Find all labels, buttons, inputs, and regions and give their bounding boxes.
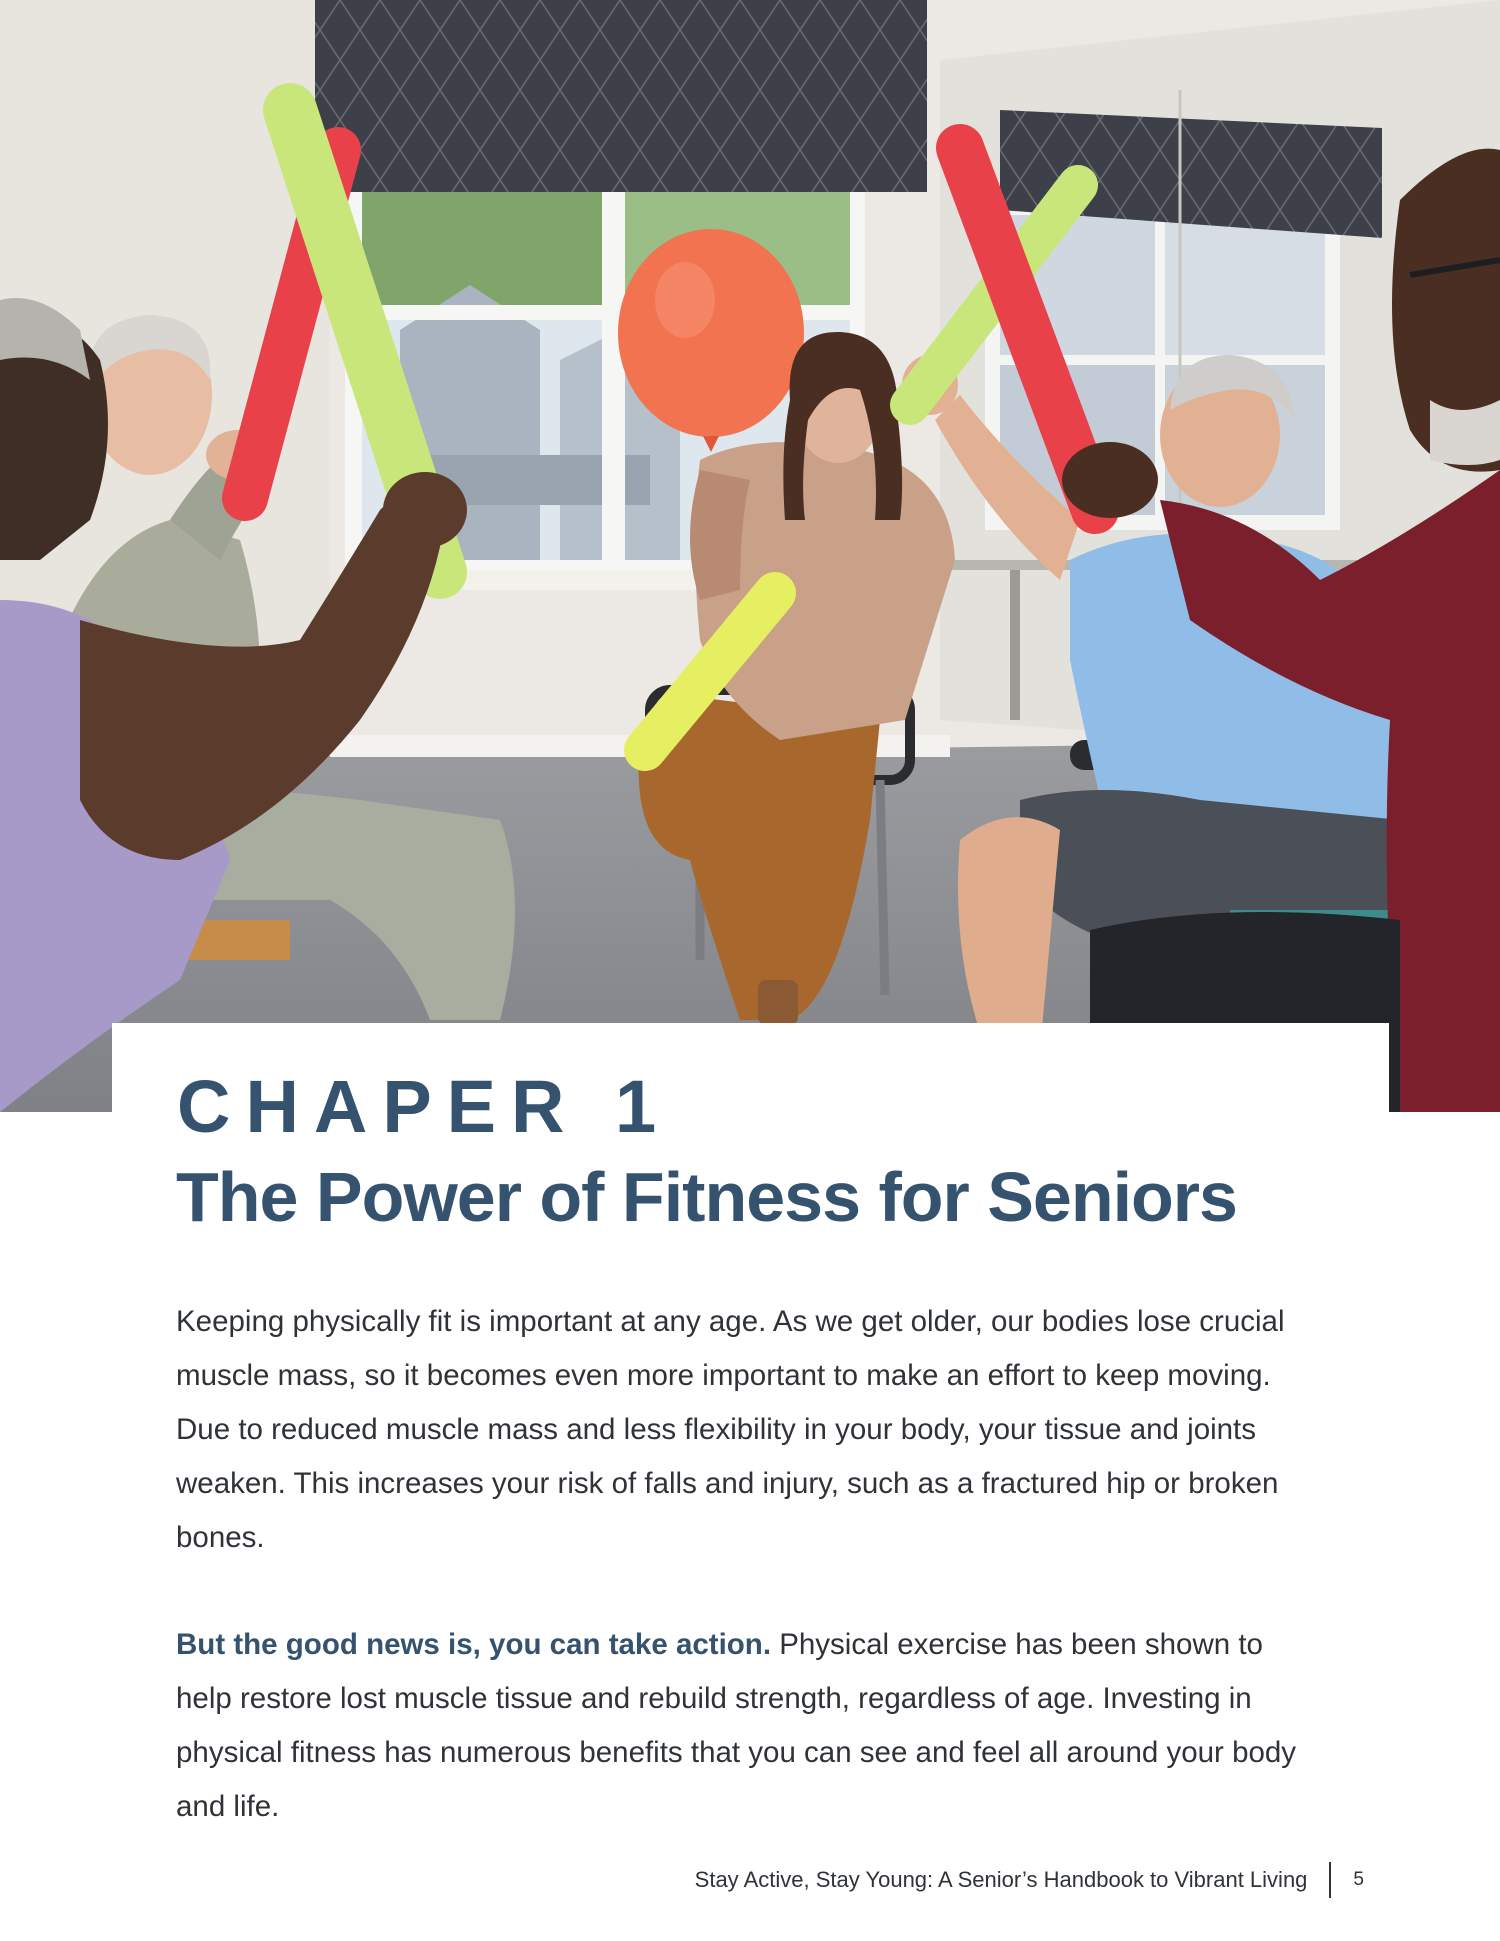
chapter-label: CHAPER 1 — [177, 1065, 672, 1148]
window-valance — [315, 0, 927, 192]
page-footer — [695, 1860, 1364, 1900]
paragraph-lead-in: But the good news is, you can take action. — [176, 1628, 772, 1661]
paragraph-rest: Physical exercise has been shown to help restore lost muscle tissue and rebuild strength, regardless of age. Investing in physical fitness has numerous benefits that you can see and feel all around your body and life. — [176, 1628, 1297, 1823]
footer-book-title: Stay Active, Stay Young: A Senior’s Handbook to Vibrant Living — [694, 1867, 1308, 1892]
footer-divider — [1329, 1862, 1331, 1898]
body-paragraph-1: Keeping physically fit is important at any age. As we get older, our bodies lose crucial muscle mass, so it becomes even more important to make an effort to keep moving. Due to reduced muscle mass and less flexibility in your body, your tissue and joints weaken. This increases your risk of falls and injury, such as a fractured hip or broken bones. — [176, 1305, 1285, 1554]
chapter-title: The Power of Fitness for Seniors — [176, 1158, 1237, 1236]
body-paragraph-2 — [176, 1618, 1326, 1834]
page-number: 5 — [1353, 1869, 1364, 1890]
